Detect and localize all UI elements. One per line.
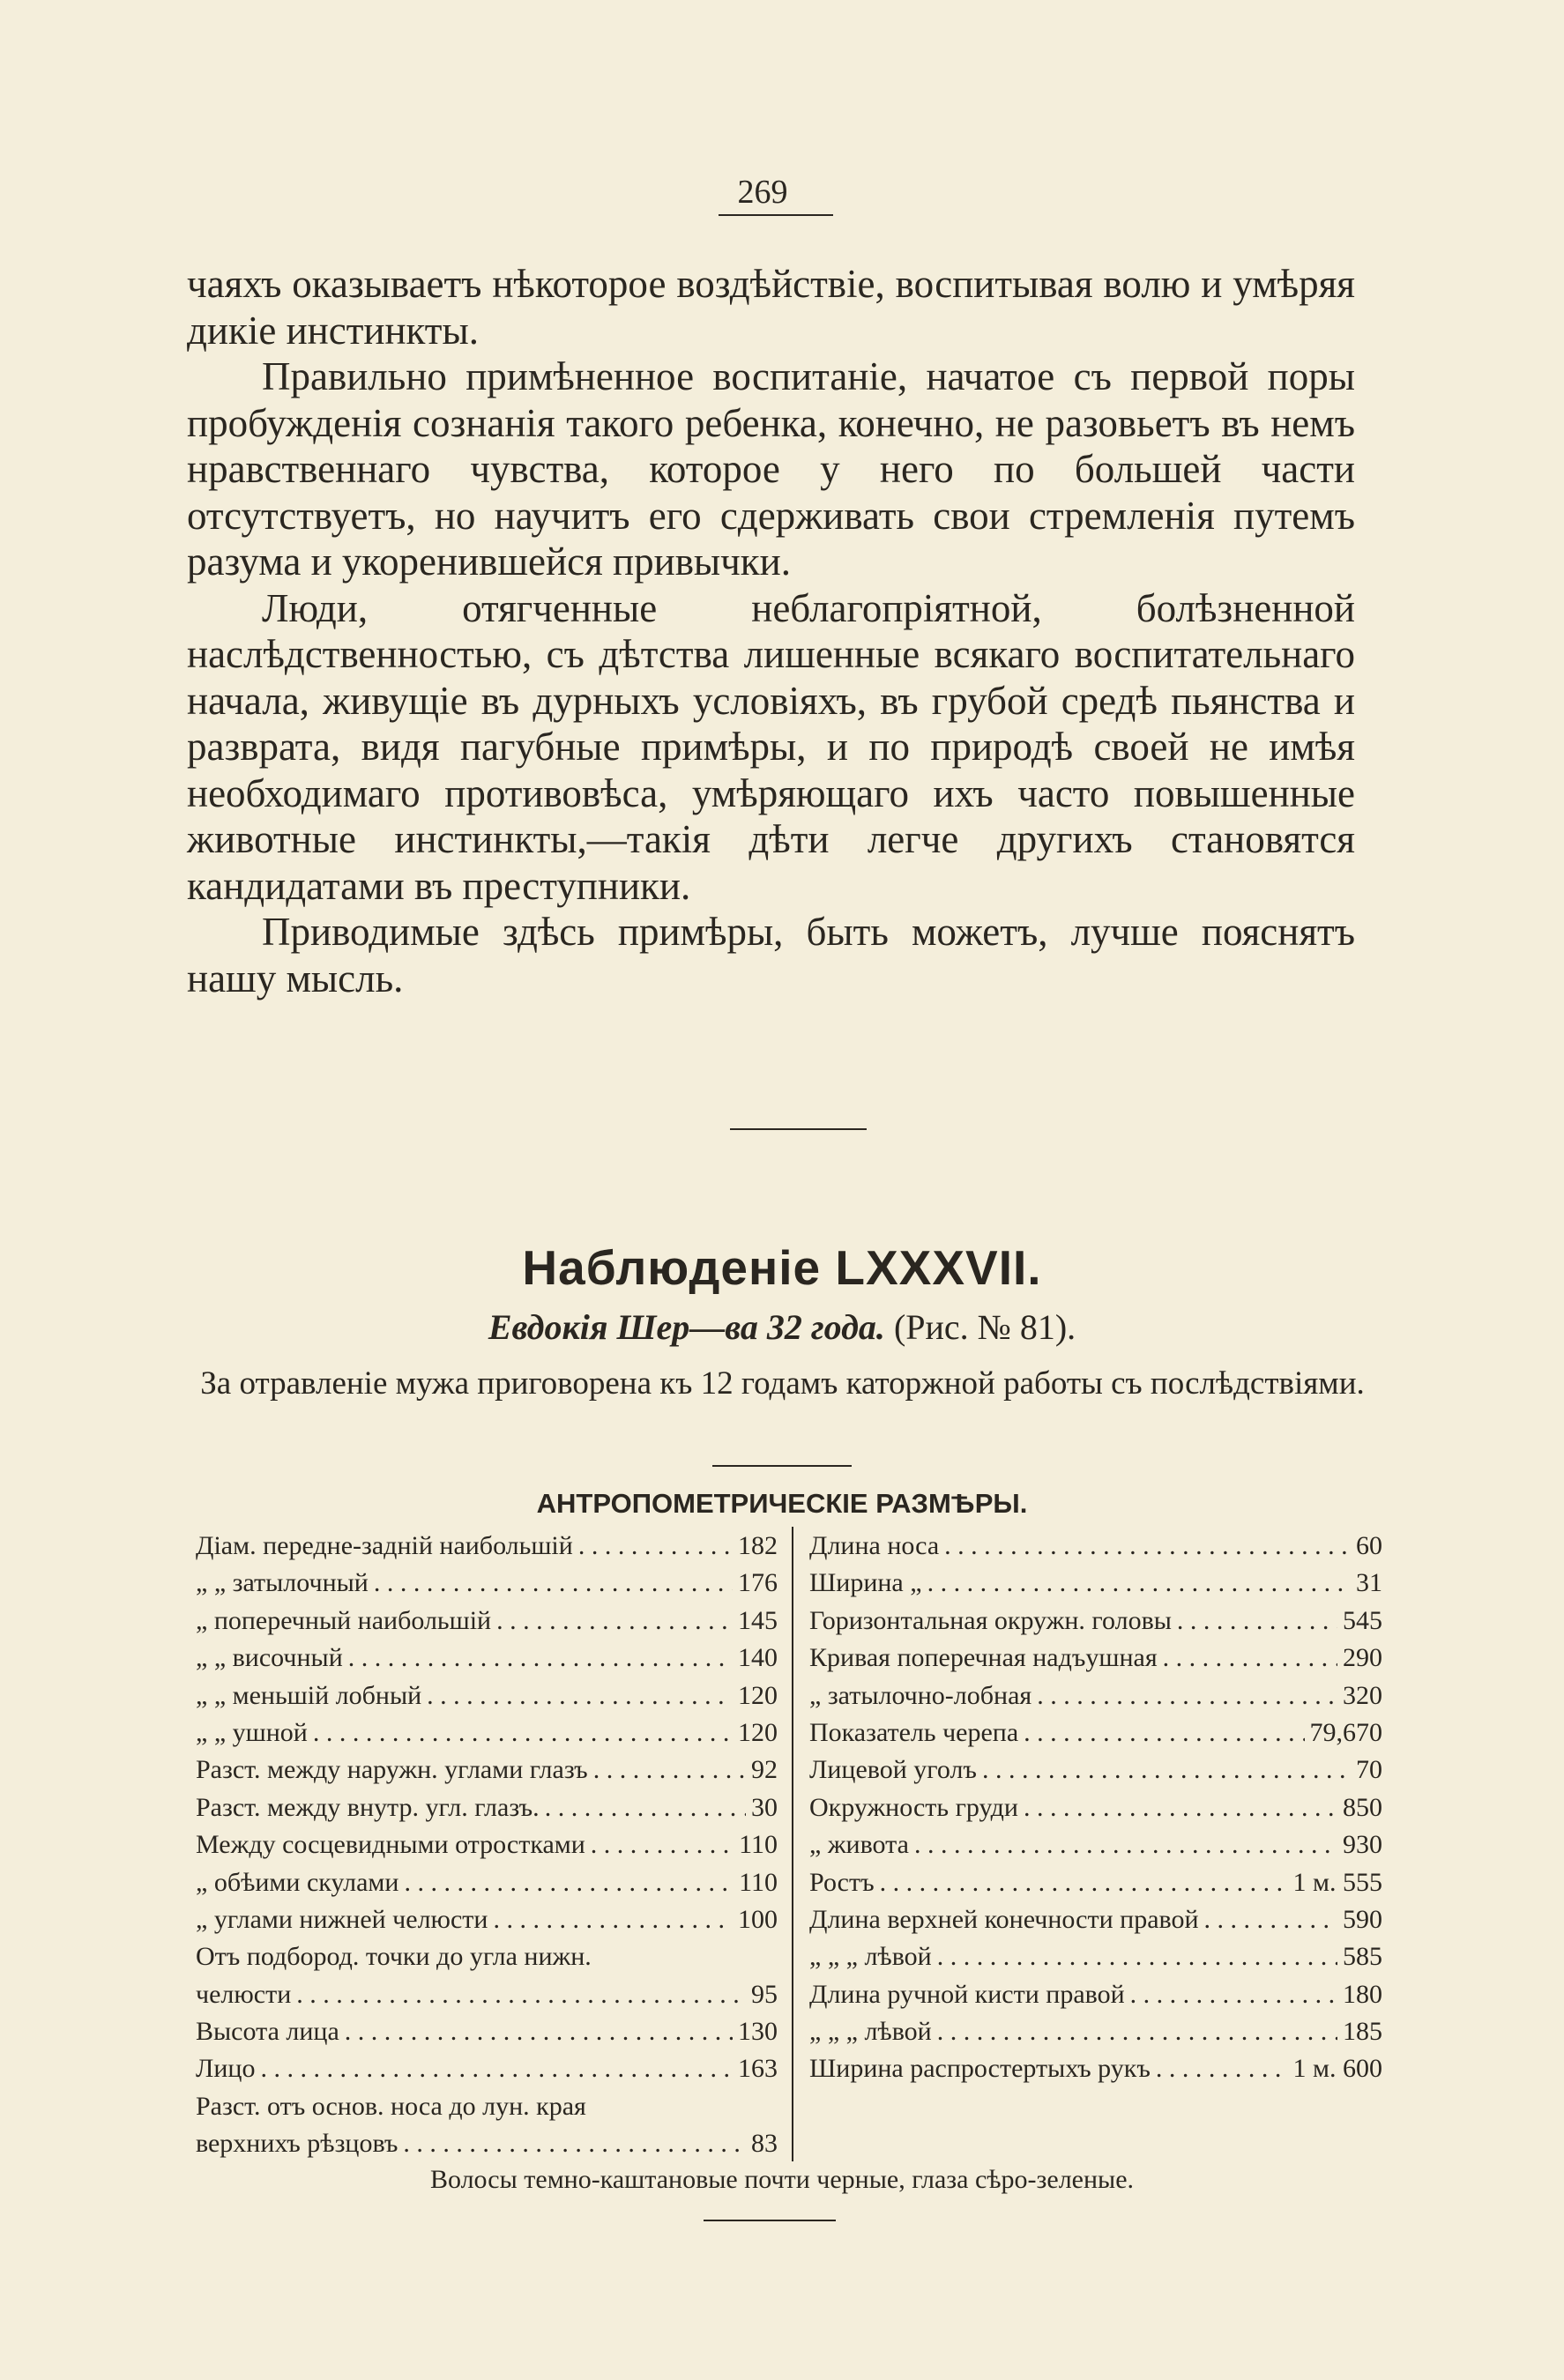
measurement-label: Длина верхней конечности правой [809,1904,1199,1934]
measurement-value: 95 [751,1979,778,2009]
measurement-value: 120 [738,1680,778,1710]
measurement-label: „ „ височный [196,1643,343,1673]
paragraph: Правильно примѣненное воспитаніе, начатое съ первой поры пробужденія сознанія такого ребенка, конечно, не разовьетъ въ немъ нравственнаго чувства, которое у него по большей части отсутствуетъ, но научитъ его сдерживать свои стремленія путемъ разума и укоренившейся привычки. [187,354,1355,584]
measurement-value: 1 м. 600 [1292,2054,1382,2084]
measurement-row [196,1640,778,1677]
leader-dots [944,1528,1351,1565]
measurement-value: 31 [1356,1568,1382,1598]
leader-dots [1024,1714,1304,1752]
measurement-label: Показатель черепа [809,1717,1019,1747]
leader-dots [313,1714,733,1752]
measurement-label: Длина носа [809,1531,940,1560]
measurement-value: 79,670 [1309,1717,1382,1747]
measurement-row [196,1528,778,1565]
body-text [187,261,1355,1001]
measurement-row [196,1864,778,1901]
page-number-rule [719,214,833,216]
measurement-label: „ „ ушной [196,1717,308,1747]
measurement-row [196,2013,778,2050]
measurement-label: „ живота [809,1830,909,1860]
measurement-label: Діам. передне-задній наибольшій [196,1531,573,1560]
measurement-row [809,1528,1382,1565]
leader-dots [1163,1640,1337,1677]
measurement-value: 70 [1356,1755,1382,1785]
measurement-value: 320 [1343,1680,1382,1710]
leader-dots [345,2013,733,2050]
measurement-label: „ „ затылочный [196,1568,369,1598]
measurement-value: 163 [738,2054,778,2084]
measurement-label: „ поперечный наибольшій [196,1605,492,1635]
paragraph: чаяхъ оказываетъ нѣкоторое воздѣйствіе, воспитывая волю и умѣряя дикіе инстинкты. [187,262,1355,353]
section-divider [730,1128,867,1130]
measurement-row [196,1976,778,2013]
measurement-label: Лицевой уголъ [809,1755,977,1785]
leader-dots [348,1640,733,1677]
subject-name: Евдокія Шер—ва 32 года. [488,1307,885,1347]
measurement-row [809,2050,1382,2087]
measurement-value: 92 [751,1755,778,1785]
measurement-value: 180 [1343,1979,1382,2009]
measurements-right-column [809,1528,1382,2088]
measurement-label: верхнихъ рѣзцовъ [196,2129,398,2159]
measurement-label: Ширина „ [809,1568,922,1598]
measurement-label: Горизонтальная окружн. головы [809,1605,1172,1635]
measurement-row [809,1752,1382,1789]
measurement-value: 176 [738,1568,778,1598]
measurement-label: Отъ подбород. точки до угла нижн. [196,1942,592,1972]
page-number: 269 [737,174,788,211]
leader-dots [1024,1789,1337,1826]
measurement-label: Разст. между внутр. угл. глазъ. [196,1792,540,1822]
leader-dots [493,1901,733,1938]
leader-dots [1204,1901,1337,1938]
section-divider [712,1465,852,1467]
measurement-row [196,1938,778,1975]
measurement-label: Ростъ [809,1867,875,1897]
measurement-row [809,1789,1382,1826]
measurement-value: 930 [1343,1830,1382,1860]
measurement-label: „ „ меньшій лобный [196,1680,422,1710]
leader-dots [496,1603,733,1640]
observation-title: Наблюденіе LXXXVII. [522,1240,1042,1295]
measurement-label: челюсти [196,1979,292,2009]
measurement-label: Разст. между наружн. углами глазъ [196,1755,588,1785]
measurement-value: 140 [738,1643,778,1673]
leader-dots [937,1938,1337,1975]
paragraph: Приводимые здѣсь примѣры, быть можетъ, лучше пояснятъ нашу мысль. [187,910,1355,1000]
leader-dots [296,1976,746,2013]
measurement-value: 110 [739,1830,778,1860]
measurement-row [196,1789,778,1826]
measurement-row [809,1864,1382,1901]
leader-dots [591,1826,734,1863]
measurement-row [809,1938,1382,1975]
measurement-value: 110 [739,1867,778,1897]
measurement-value: 590 [1343,1904,1382,1934]
sentence-text: За отравленіе мужа приговорена къ 12 годамъ каторжной работы съ послѣдствіями. [200,1365,1365,1402]
column-divider [792,1527,793,2161]
leader-dots [937,2013,1337,2050]
measurement-label: Окружность груди [809,1792,1018,1822]
measurement-row [196,1714,778,1752]
measurement-row [809,1826,1382,1863]
measurement-row [196,2050,778,2087]
measurement-value: 585 [1343,1942,1382,1972]
measurement-value: 850 [1343,1792,1382,1822]
measurement-label: „ затылочно-лобная [809,1680,1032,1710]
measurement-value: 290 [1343,1643,1382,1673]
measurement-row [196,2088,778,2125]
measurement-row [196,1603,778,1640]
observation-subtitle [0,1306,1564,1348]
figure-reference: (Рис. № 81). [893,1307,1076,1347]
measurement-value: 145 [738,1605,778,1635]
measurement-row [809,1714,1382,1752]
measurement-value: 130 [738,2017,778,2047]
leader-dots [545,1789,746,1826]
leader-dots [593,1752,746,1789]
leader-dots [1177,1603,1337,1640]
measurement-label: „ обѣими скулами [196,1867,399,1897]
measurement-row [809,1901,1382,1938]
leader-dots [1037,1677,1337,1714]
leader-dots [260,2050,733,2087]
leader-dots [578,1528,733,1565]
leader-dots [1156,2050,1288,2087]
measurement-label: „ „ „ лѣвой [809,1942,932,1972]
measurement-row [196,1826,778,1863]
measurement-value: 182 [738,1531,778,1560]
measurements-left-column [196,1528,778,2163]
measurement-row [196,1565,778,1602]
measurement-value: 185 [1343,2017,1382,2047]
measurement-label: Длина ручной кисти правой [809,1979,1125,2009]
measurement-value: 60 [1356,1531,1382,1560]
measurement-value: 83 [751,2129,778,2159]
measurement-row [196,1752,778,1789]
leader-dots [374,1565,733,1602]
measurement-row [809,1677,1382,1714]
measurement-row [809,2013,1382,2050]
measurements-header: АНТРОПОМЕТРИЧЕСКІЕ РАЗМѢРЫ. [536,1488,1028,1519]
measurement-label: Лицо [196,2054,256,2084]
measurement-row [809,1565,1382,1602]
measurement-value: 30 [751,1792,778,1822]
measurement-label: Кривая поперечная надъушная [809,1643,1158,1673]
measurement-row [809,1640,1382,1677]
measurement-value: 1 м. 555 [1292,1867,1382,1897]
measurement-label: Между сосцевидными отростками [196,1830,585,1860]
paragraph: Люди, отягченные неблагопріятной, болѣзненной наслѣдственностью, съ дѣтства лишенные всякаго воспитательнаго начала, живущіе въ дурныхъ условіяхъ, въ грубой средѣ пьянства и разврата, видя пагубные примѣры, и по природѣ своей не имѣя необходимаго противовѣса, умѣряющаго ихъ часто повышенные животные инстинкты,—такія дѣти легче другихъ становятся кандидатами въ преступники. [187,585,1355,908]
measurement-label: Высота лица [196,2017,339,2047]
leader-dots [880,1864,1288,1901]
leader-dots [403,2125,746,2162]
measurement-label: „ углами нижней челюсти [196,1904,488,1934]
measurement-label: Разст. отъ основ. носа до лун. края [196,2091,586,2121]
measurement-row [196,1677,778,1714]
leader-dots [927,1565,1351,1602]
measurement-row [809,1603,1382,1640]
measurement-value: 100 [738,1904,778,1934]
leader-dots [404,1864,734,1901]
leader-dots [427,1677,733,1714]
measurement-row [196,1901,778,1938]
leader-dots [914,1826,1337,1863]
measurement-value: 545 [1343,1605,1382,1635]
measurement-row [196,2125,778,2162]
section-divider [704,2220,836,2221]
measurement-label: Ширина распростертыхъ рукъ [809,2054,1151,2084]
measurement-value: 120 [738,1717,778,1747]
leader-dots [1130,1976,1337,2013]
measurement-row [809,1976,1382,2013]
measurement-label: „ „ „ лѣвой [809,2017,932,2047]
leader-dots [982,1752,1351,1789]
hair-eyes-note: Волосы темно-каштановые почти черные, глаза сѣро-зеленые. [429,2165,1135,2194]
